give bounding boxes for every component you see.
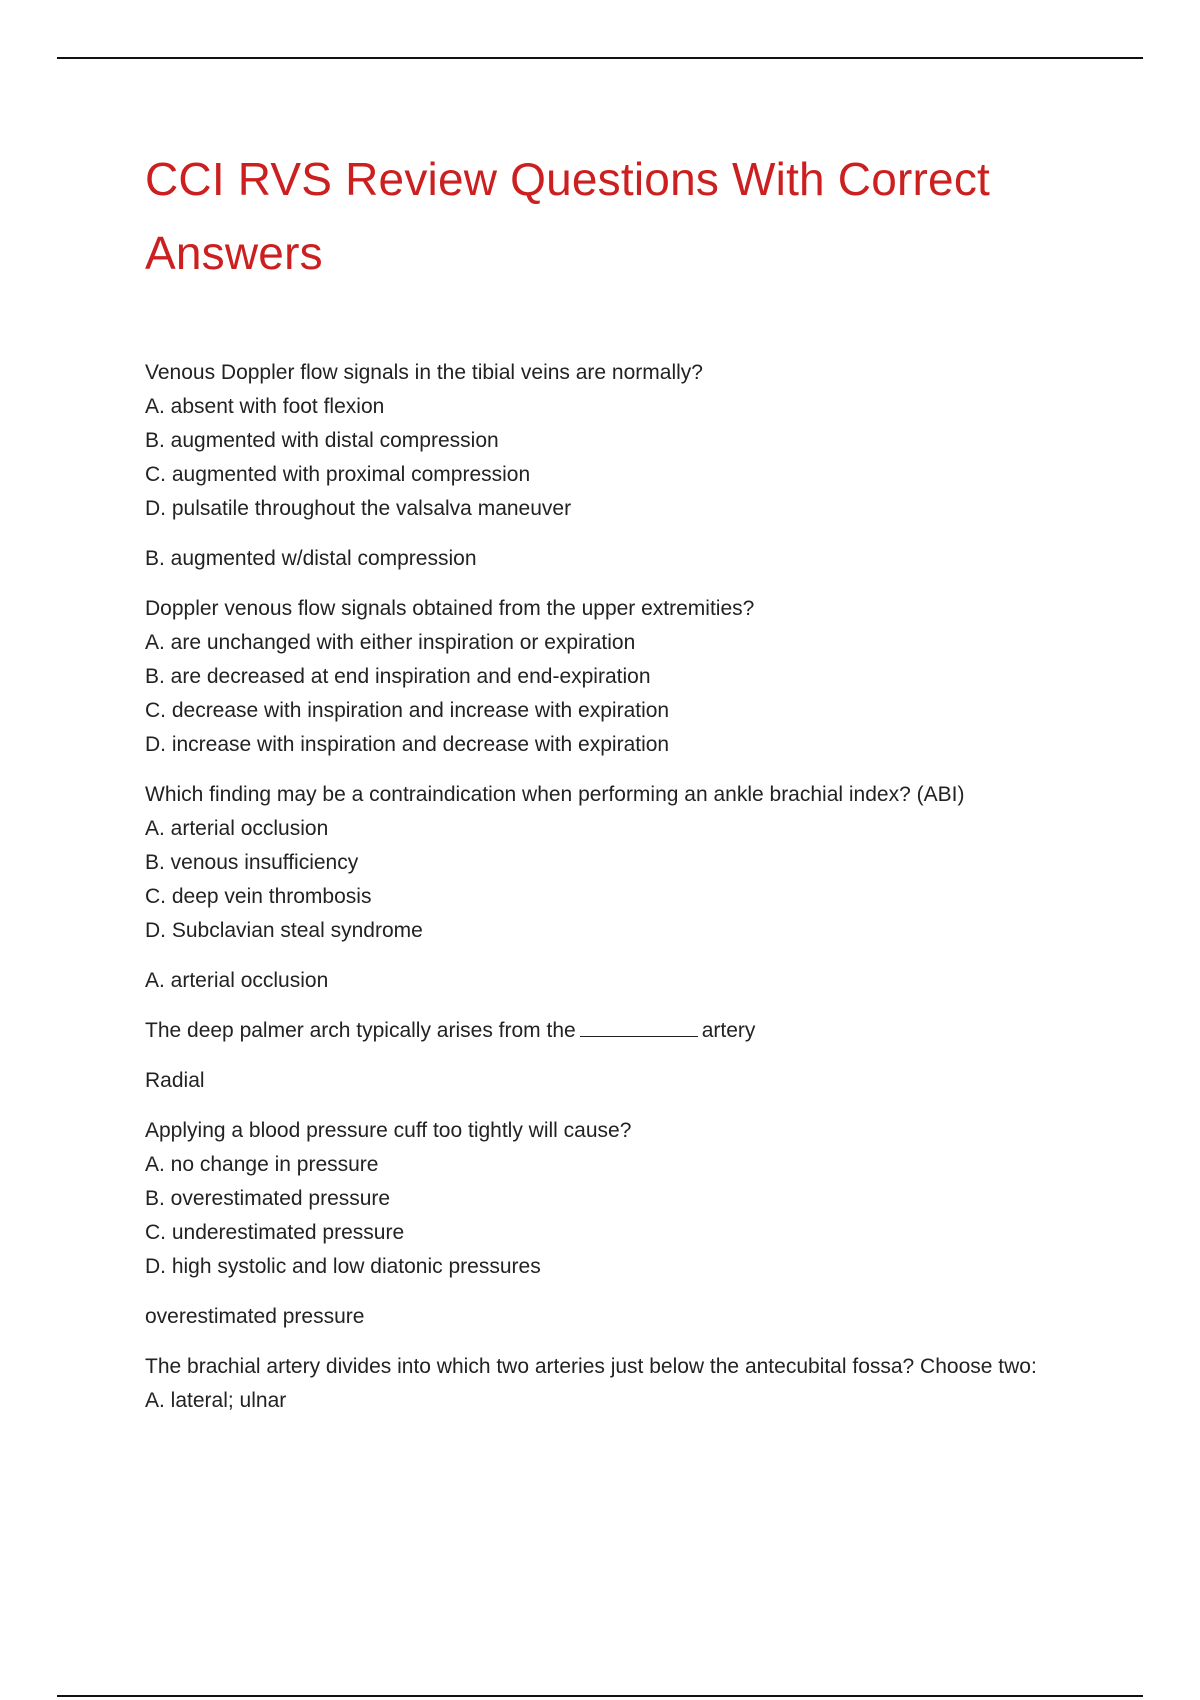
option-c: C. deep vein thrombosis [145, 885, 372, 908]
footer-rule [57, 1695, 1143, 1697]
answer-text: Radial [145, 1069, 205, 1092]
document-title: CCI RVS Review Questions With Correct Answers [145, 153, 991, 279]
option-b: B. venous insufficiency [145, 851, 359, 874]
option-b: B. overestimated pressure [145, 1187, 391, 1210]
question-list [145, 356, 1095, 1418]
option-c: C. underestimated pressure [145, 1221, 405, 1244]
option-c: C. augmented with proximal compression [145, 463, 531, 486]
option-a: A. absent with foot flexion [145, 395, 385, 418]
option-d: D. high systolic and low diatonic pressures [145, 1255, 541, 1278]
question-block [145, 592, 1095, 762]
question-block [145, 356, 1095, 526]
question-block [145, 1014, 1095, 1048]
question-text: Doppler venous flow signals obtained from the upper extremities? [145, 597, 755, 620]
option-d: D. Subclavian steal syndrome [145, 919, 423, 942]
question-text: The brachial artery divides into which two arteries just below the antecubital fossa? Choose two: [145, 1355, 1037, 1378]
answer-text: B. augmented w/distal compression [145, 547, 477, 570]
answer-text: overestimated pressure [145, 1305, 365, 1328]
option-c: C. decrease with inspiration and increase with expiration [145, 699, 670, 722]
answer-blank [580, 1016, 698, 1037]
question-block [145, 1350, 1095, 1418]
answer-text: A. arterial occlusion [145, 969, 329, 992]
option-a: A. are unchanged with either inspiration or expiration [145, 631, 636, 654]
option-d: D. increase with inspiration and decrease with expiration [145, 733, 670, 756]
question-text [145, 1014, 1095, 1048]
question-text-before-blank: The deep palmer arch typically arises from the [145, 1019, 576, 1042]
question-text: Applying a blood pressure cuff too tightly will cause? [145, 1119, 632, 1142]
question-text: Which finding may be a contraindication when performing an ankle brachial index? (ABI) [145, 783, 965, 806]
option-d: D. pulsatile throughout the valsalva maneuver [145, 497, 572, 520]
header-rule [57, 57, 1143, 59]
question-text-after-blank: artery [701, 1019, 756, 1042]
option-b: B. augmented with distal compression [145, 429, 499, 452]
question-block [145, 1114, 1095, 1284]
option-b: B. are decreased at end inspiration and end-expiration [145, 665, 651, 688]
question-text: Venous Doppler flow signals in the tibial veins are normally? [145, 361, 703, 384]
option-a: A. lateral; ulnar [145, 1389, 287, 1412]
option-a: A. no change in pressure [145, 1153, 379, 1176]
question-block [145, 778, 1095, 948]
option-a: A. arterial occlusion [145, 817, 329, 840]
